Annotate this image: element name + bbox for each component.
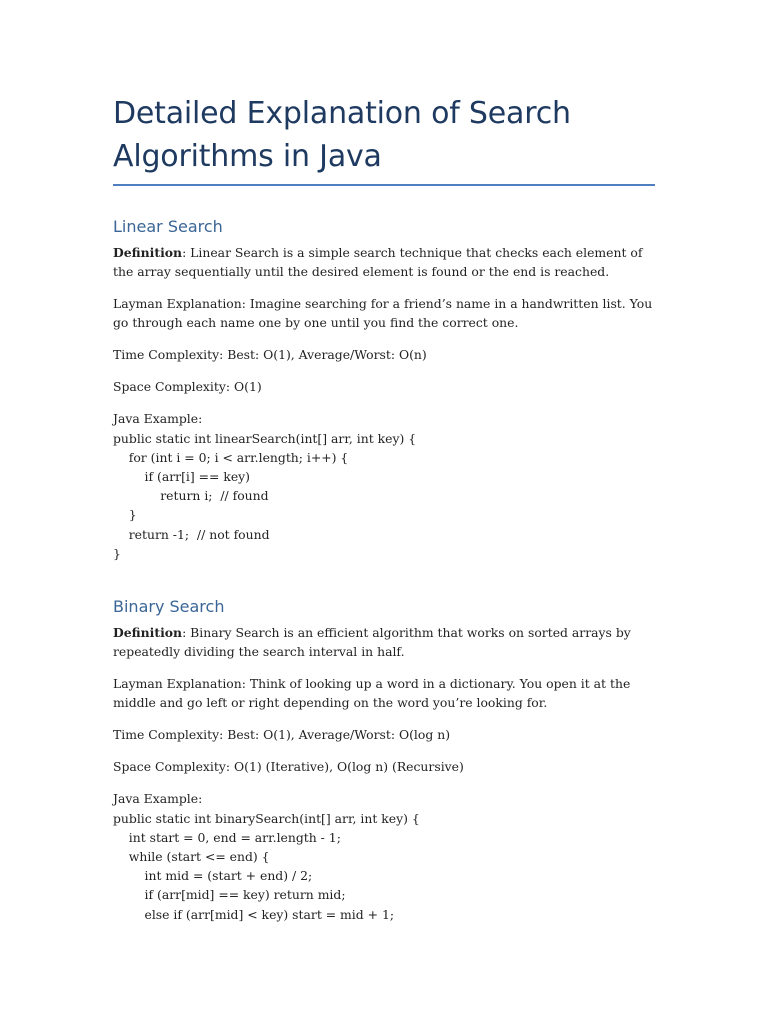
- code-line: public static int binarySearch(int[] arr, int key) {: [113, 810, 420, 826]
- code-line: public static int linearSearch(int[] arr, int key) {: [113, 430, 417, 446]
- code-line: int start = 0, end = arr.length - 1;: [113, 829, 341, 845]
- space-complexity: Space Complexity: O(1) (Iterative), O(log n) (Recursive): [113, 759, 464, 775]
- code-line: for (int i = 0; i < arr.length; i++) {: [113, 449, 349, 465]
- definition-text: : Linear Search is a simple search technique that checks each element of the array sequentially until the desired element is found or the end is reached.: [113, 245, 643, 280]
- code-line: if (arr[i] == key): [113, 469, 251, 485]
- layman-paragraph: Layman Explanation: Imagine searching for a friend’s name in a handwritten list. You go through each name one by one until you find the correct one.: [113, 296, 653, 331]
- code-line: else if (arr[mid] < key) start = mid + 1;: [113, 906, 395, 922]
- definition-paragraph: [113, 243, 658, 281]
- section-heading: Binary Search: [113, 597, 225, 617]
- code-line: if (arr[mid] == key) return mid;: [113, 887, 346, 903]
- section-binary-search: [113, 595, 658, 924]
- title-underline: [113, 184, 655, 186]
- time-complexity: Time Complexity: Best: O(1), Average/Worst: O(log n): [113, 727, 451, 743]
- code-line: int mid = (start + end) / 2;: [113, 868, 313, 884]
- document-page: [113, 92, 658, 956]
- section-heading: Linear Search: [113, 217, 223, 236]
- layman-paragraph: Layman Explanation: Think of looking up a word in a dictionary. You open it at the middle and go left or right depending on the word you’re looking for.: [113, 676, 631, 711]
- code-line: while (start <= end) {: [113, 849, 270, 865]
- definition-label: Definition: [113, 245, 183, 260]
- code-block: [113, 789, 658, 923]
- code-line: }: [113, 545, 121, 561]
- code-line: return i; // found: [113, 488, 269, 504]
- code-line: }: [113, 507, 137, 523]
- definition-paragraph: [113, 623, 658, 661]
- code-line: return -1; // not found: [113, 526, 270, 542]
- document-title: Detailed Explanation of Search Algorithms in Java: [113, 96, 571, 174]
- code-block: [113, 409, 658, 563]
- code-line: Java Example:: [113, 791, 203, 807]
- definition-text: : Binary Search is an efficient algorithm that works on sorted arrays by repeatedly dividing the search interval in half.: [113, 625, 631, 660]
- code-line: Java Example:: [113, 411, 203, 427]
- space-complexity: Space Complexity: O(1): [113, 379, 262, 395]
- definition-label: Definition: [113, 625, 183, 641]
- section-linear-search: [113, 215, 658, 563]
- time-complexity: Time Complexity: Best: O(1), Average/Worst: O(n): [113, 347, 427, 363]
